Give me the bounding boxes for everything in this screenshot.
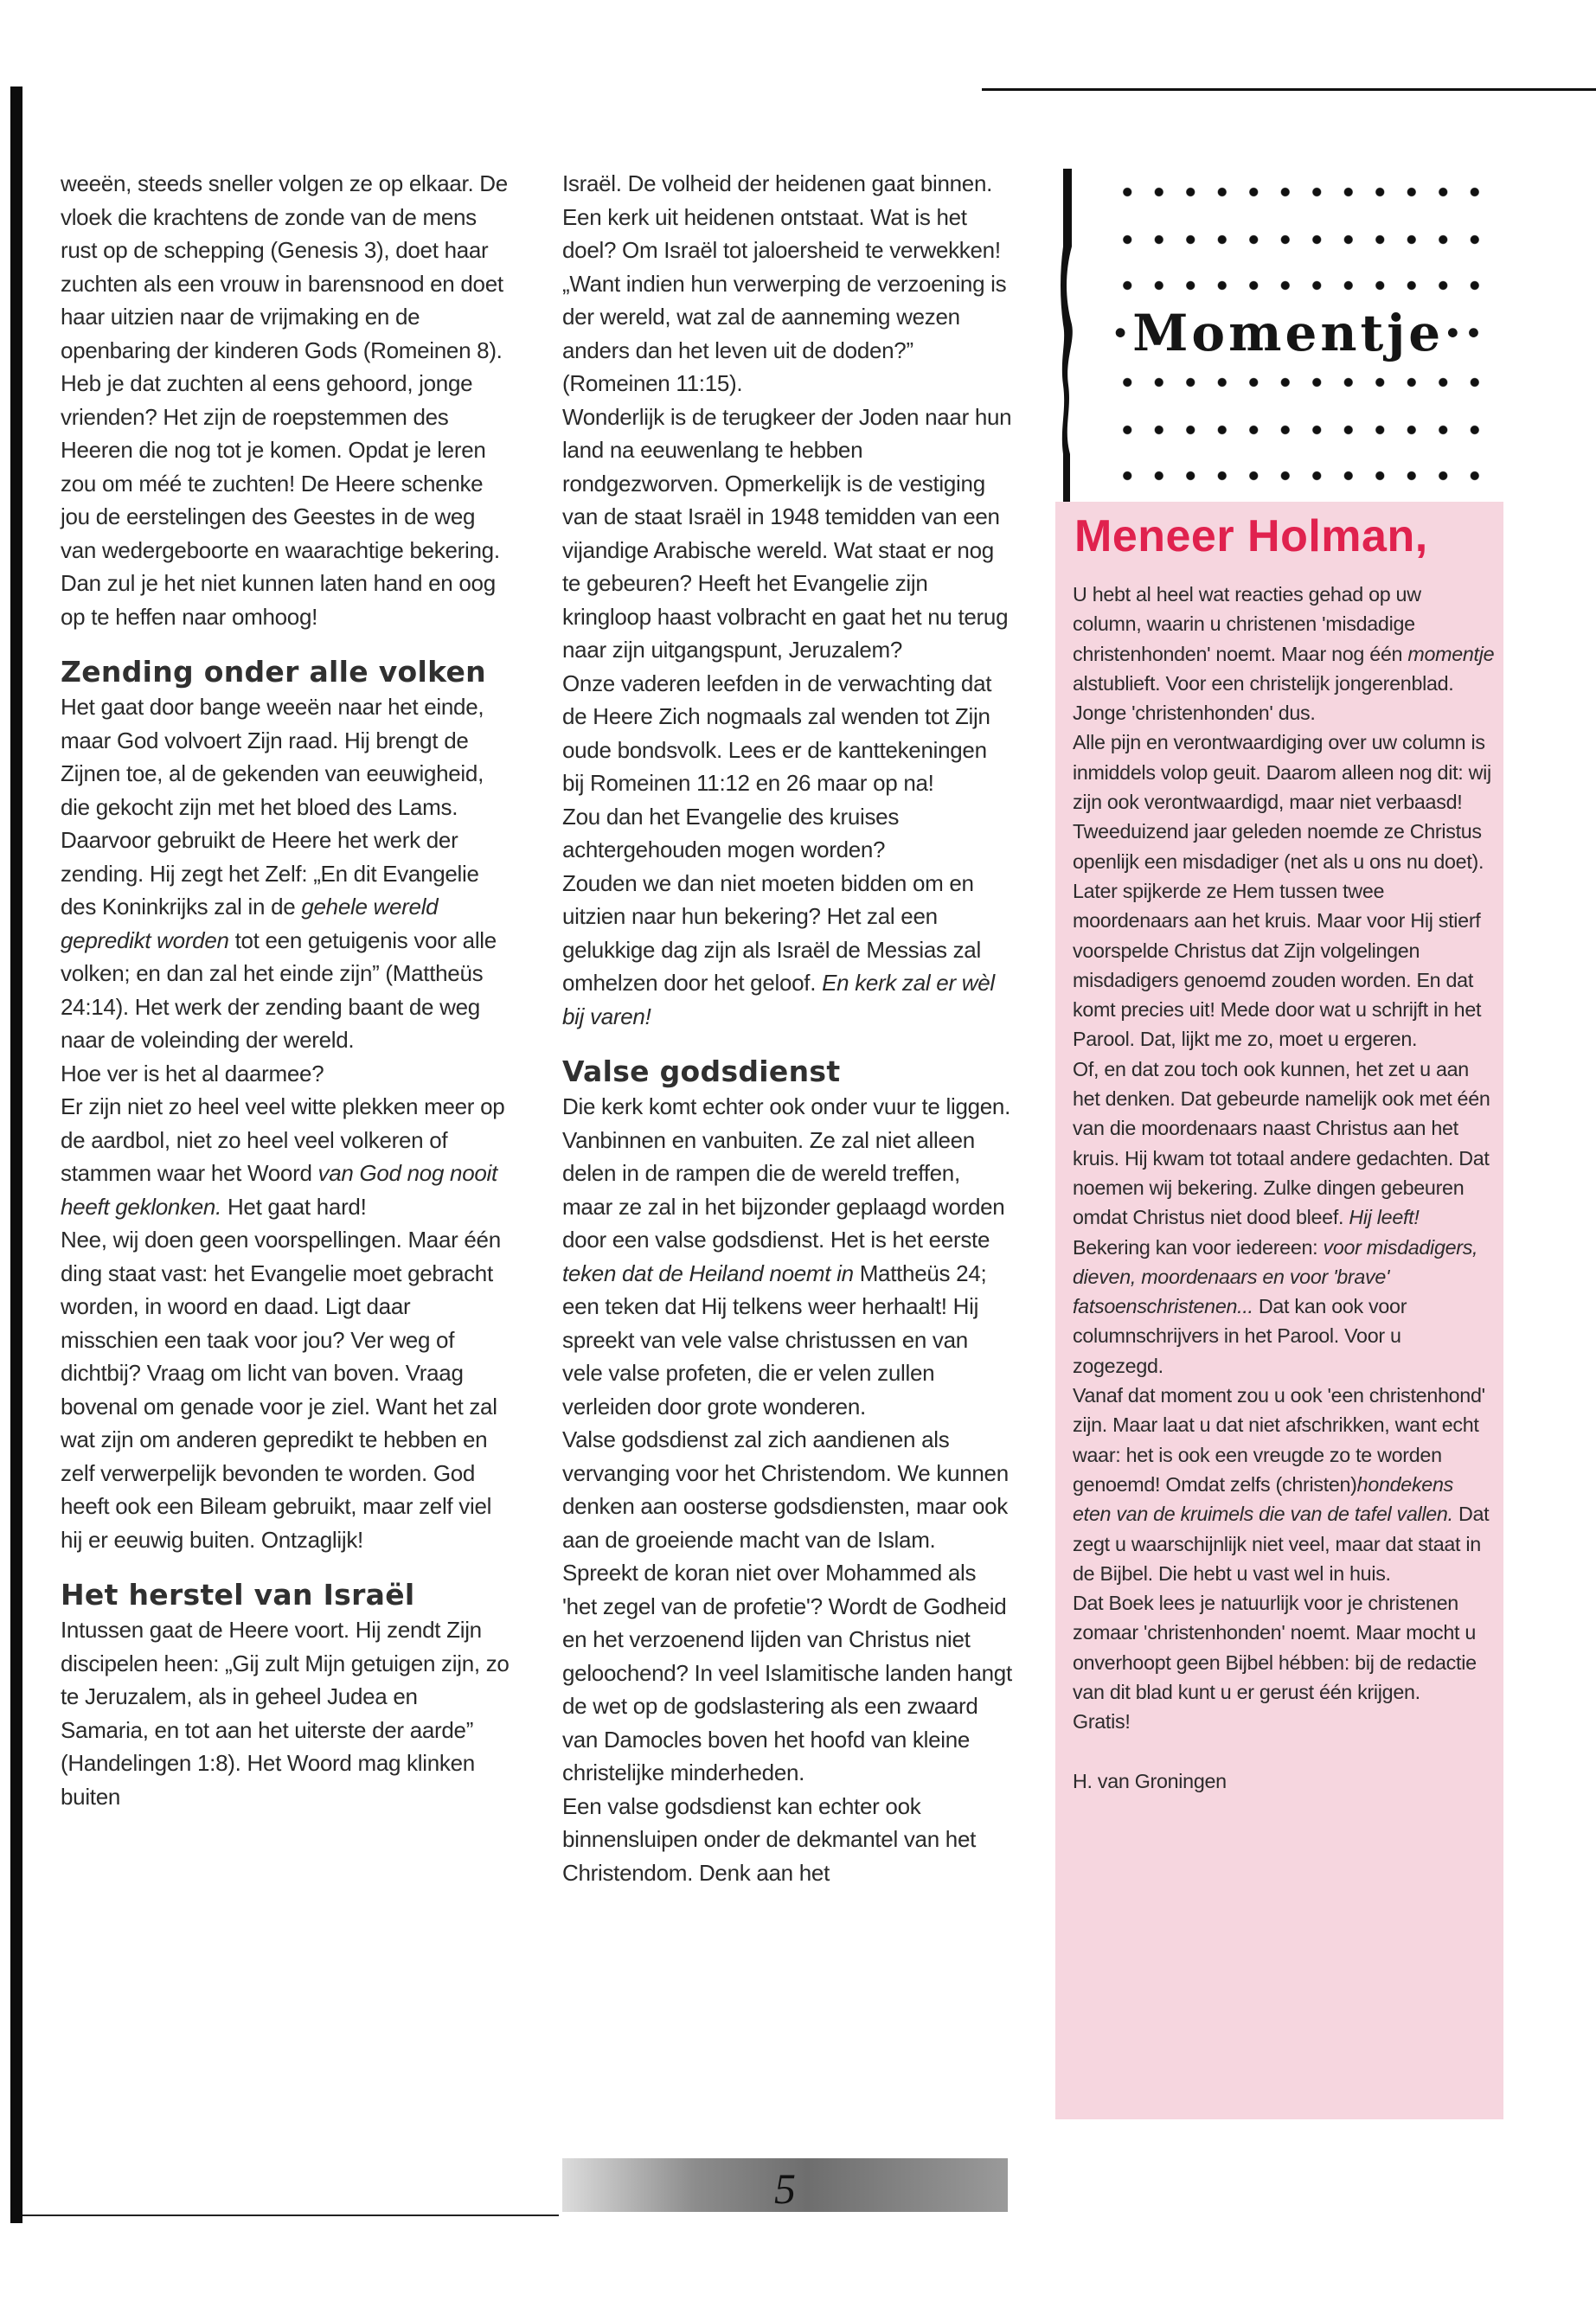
bottom-rule	[22, 2214, 559, 2216]
paragraph: Daarvoor gebruikt de Heere het werk der zending. Hij zegt het Zelf: „En dit Evangelie des Koninkrijks zal in de gehele wereld gepredikt worden tot een getuigenis voor alle volken; en dan zal het einde zijn” (Mattheüs 24:14). Het werk der zending baant de weg naar de voleinding der wereld.	[61, 827, 497, 1053]
page-number: 5	[774, 2164, 796, 2213]
letter-salutation: Meneer Holman,	[1074, 511, 1428, 561]
paragraph: Dat Boek lees je natuurlijk voor je christenen zomaar 'christenhonden' noemt. Maar mocht u onverhoopt geen Bijbel hébben: bij de redactie van dit blad kunt u er gerust één krijgen.	[1073, 1592, 1477, 1703]
article-column-2	[562, 167, 1012, 1889]
page-number-bar	[562, 2158, 1008, 2212]
momentje-header	[1060, 169, 1497, 502]
paragraph: Onze vaderen leefden in de verwachting dat de Heere Zich nogmaals zal wenden tot Zijn oude bondsvolk. Lees er de kanttekeningen bij Romeinen 11:12 en 26 maar op na!	[562, 670, 992, 796]
article-column-1	[61, 167, 510, 1813]
paragraph: Er zijn niet zo heel veel witte plekken meer op de aardbol, niet zo heel veel volkeren of stammen waar het Woord van God nog nooit heeft geklonken. Het gaat hard!	[61, 1093, 505, 1220]
momentje-title: ·Momentje··	[1112, 304, 1486, 362]
section-heading-zending: Zending onder alle volken	[61, 655, 486, 689]
dot-row	[1112, 376, 1492, 388]
paragraph: Vanaf dat moment zou u ook 'een christenhond' zijn. Maar laat u dat niet afschrikken, want echt waar: het is ook een vreugde zo te worden genoemd! Omdat zelfs (christen)hondekens eten van de kruimels die van de tafel vallen. Dat zegt u waarschijnlijk niet veel, maar dat staat in de Bijbel. Die hebt u vast wel in huis.	[1073, 1384, 1490, 1585]
section-heading-valse-godsdienst: Valse godsdienst	[562, 1054, 841, 1088]
paragraph: Een valse godsdienst kan echter ook binnensluipen onder de dekmantel van het Christendom. Denk aan het	[562, 1792, 977, 1886]
momentje-letter-box	[1055, 502, 1503, 2119]
wave-border-icon	[1060, 169, 1075, 502]
paragraph: Heb je dat zuchten al eens gehoord, jonge vrienden? Het zijn de roepstemmen des Heeren die nog tot je komen. Opdat je leren zou om méé te zuchten! De Heere schenke jou de eerstelingen des Geestes in de weg van wedergeboorte en waarachtige bekering. Dan zul je het niet kunnen laten hand en oog op te heffen naar omhoog!	[61, 370, 500, 630]
dot-row	[1112, 186, 1492, 198]
paragraph: Hoe ver is het al daarmee?	[61, 1060, 324, 1086]
letter-signature: H. van Groningen	[1073, 1769, 1227, 1792]
paragraph: Israël. De volheid der heidenen gaat binnen. Een kerk uit heidenen ontstaat. Wat is het doel? Om Israël tot jaloersheid te verwekken! „Want indien hun verwerping de verzoening is der wereld, wat zal de aanneming wezen anders dan het leven uit de doden?” (Romeinen 11:15).	[562, 170, 1007, 396]
dot-row	[1112, 470, 1492, 482]
top-rule	[982, 88, 1596, 91]
dot-row	[1112, 234, 1492, 246]
section-heading-israel: Het herstel van Israël	[61, 1578, 415, 1612]
paragraph: U hebt al heel wat reacties gehad op uw column, waarin u christenen 'misdadige christenhonden' noemt. Maar nog één momentje alstublieft. Voor een christelijk jongerenblad. Jonge 'christenhonden' dus.	[1073, 583, 1495, 725]
paragraph: Bekering kan voor iedereen: voor misdadigers, dieven, moordenaars en voor 'brave' fatsoenschristenen... Dat kan ook voor columnschrijvers in het Parool. Voor u zogezegd.	[1073, 1235, 1478, 1377]
dot-row	[1112, 424, 1492, 436]
paragraph: Nee, wij doen geen voorspellingen. Maar één ding staat vast: het Evangelie moet gebracht worden, in woord en daad. Ligt daar misschien een taak voor jou? Ver weg of dichtbij? Vraag om licht van boven. Vraag bovenal om genade voor je ziel. Want het zal wat zijn om anderen gepredikt te hebben en zelf verwerpelijk bevonden te worden. God heeft ook een Bileam gebruikt, maar zelf viel hij er eeuwig buiten. Ontzaglijk!	[61, 1227, 501, 1553]
paragraph: Wonderlijk is de terugkeer der Joden naar hun land na eeuwenlang te hebben rondgezworven. Opmerkelijk is de vestiging van de staat Israël in 1948 temidden van een vijandige Arabische wereld. Wat staat er nog te gebeuren? Heeft het Evangelie zijn kringloop haast volbracht en gaat het nu terug naar zijn uitgangspunt, Jeruzalem?	[562, 403, 1012, 663]
dot-row	[1112, 279, 1492, 292]
paragraph: Valse godsdienst zal zich aandienen als vervanging voor het Christendom. We kunnen denken aan oosterse godsdiensten, maar ook aan de groeiende macht van de Islam. Spreekt de koran niet over Mohammed als 'het zegel van de profetie'? Wordt de Godheid en het verzoenend lijden van Christus niet geloochend? In veel Islamitische landen hangt de wet op de godslastering als een zwaard van Damocles boven het hoofd van kleine christelijke minderheden.	[562, 1426, 1012, 1785]
paragraph: Of, en dat zou toch ook kunnen, het zet u aan het denken. Dat gebeurde namelijk ook met één van die moordenaars naast Christus aan het kruis. Hij kwam tot totaal andere gedachten. Dat noemen wij bekering. Zulke dingen gebeuren omdat Christus niet dood bleef. Hij leeft!	[1073, 1057, 1490, 1229]
paragraph: Alle pijn en verontwaardiging over uw column is inmiddels volop geuit. Daarom alleen nog dit: wij zijn ook verontwaardigd, maar niet verbaasd! Tweeduizend jaar geleden noemde ze Christus openlijk een misdadiger (net als u ons nu doet). Later spijkerde ze Hem tussen twee moordenaars aan het kruis. Maar voor Hij stierf voorspelde Christus dat Zijn volgelingen misdadigers genoemd zouden worden. En dat komt precies uit! Mede door wat u schrijft in het Parool. Dat, lijkt me zo, moet u ergeren.	[1073, 731, 1491, 1051]
left-margin-bar	[10, 87, 22, 2223]
paragraph: weeën, steeds sneller volgen ze op elkaar. De vloek die krachtens de zonde van de mens rust op de schepping (Genesis 3), doet haar zuchten als een vrouw in barensnood en doet haar uitzien naar de vrijmaking en de openbaring der kinderen Gods (Romeinen 8).	[61, 170, 508, 363]
letter-body	[1073, 580, 1495, 1796]
paragraph: Die kerk komt echter ook onder vuur te liggen. Vanbinnen en vanbuiten. Ze zal niet alleen delen in de rampen die de wereld treffen, maar ze zal in het bijzonder geplaagd worden door een valse godsdienst. Het is het eerste teken dat de Heiland noemt in Mattheüs 24; een teken dat Hij telkens weer herhaalt! Hij spreekt van vele valse christussen en van vele valse profeten, die er velen zullen verleiden door grote wonderen.	[562, 1093, 1011, 1420]
paragraph: Zouden we dan niet moeten bidden om en uitzien naar hun bekering? Het zal een gelukkige dag zijn als Israël de Messias zal omhelzen door het geloof. En kerk zal er wèl bij varen!	[562, 869, 995, 1029]
paragraph: Zou dan het Evangelie des kruises achtergehouden mogen worden?	[562, 803, 900, 862]
paragraph: Gratis!	[1073, 1710, 1131, 1734]
paragraph: Intussen gaat de Heere voort. Hij zendt Zijn discipelen heen: „Gij zult Mijn getuigen zijn, zo te Jeruzalem, als in geheel Judea en Samaria, en tot aan het uiterste der aarde” (Handelingen 1:8). Het Woord mag klinken buiten	[61, 1617, 510, 1810]
paragraph: Het gaat door bange weeën naar het einde, maar God volvoert Zijn raad. Hij brengt de Zijnen toe, al de gekenden van eeuwigheid, die gekocht zijn met het bloed des Lams.	[61, 694, 484, 820]
